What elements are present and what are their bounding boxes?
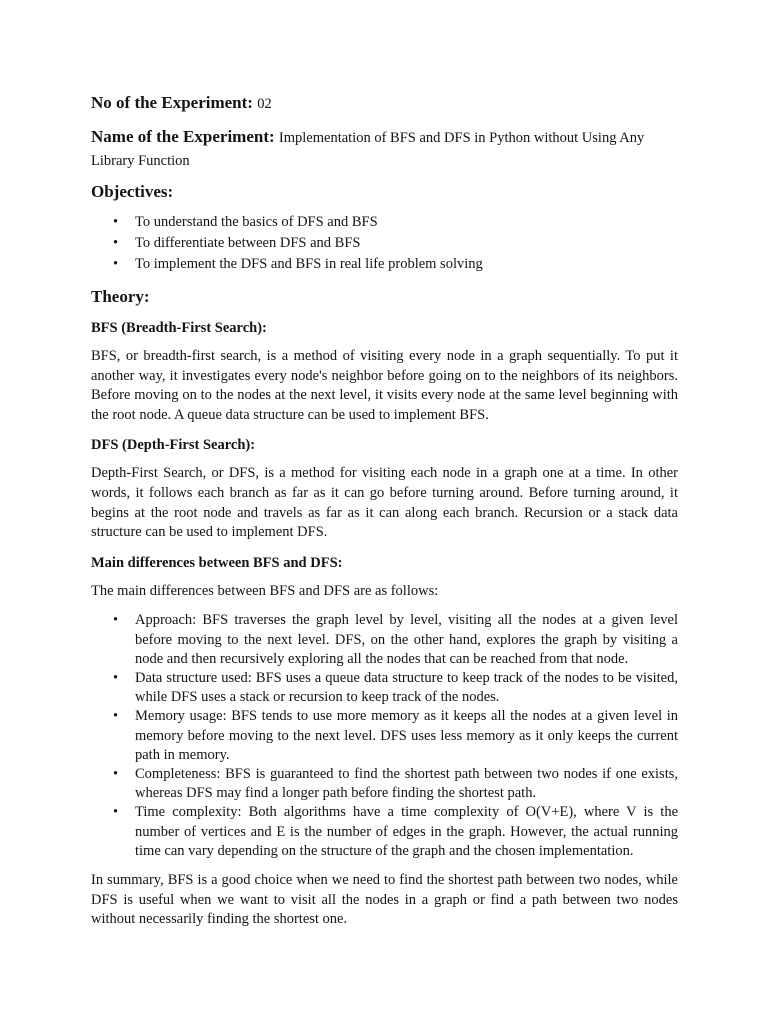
differences-heading: Main differences between BFS and DFS: (91, 554, 343, 571)
objectives-list (91, 212, 678, 275)
bfs-paragraph: BFS, or breadth-first search, is a method of visiting every node in a graph sequentially. To put it another way, it investigates every node's neighbor before going on to the neighbors of its neighbors. Before moving on to the nodes at the next level, it visits every node at the same level beginning with the root node. A queue data structure can be used to implement BFS. (91, 348, 678, 423)
experiment-name (91, 126, 678, 172)
difference-item: • Completeness: BFS is guaranteed to find the shortest path between two nodes if one exists, whereas DFS may find a longer path before finding the shortest path. (91, 765, 678, 803)
bfs-heading: BFS (Breadth-First Search): (91, 320, 267, 336)
theory-heading: Theory: (91, 287, 150, 306)
experiment-number (91, 92, 678, 115)
difference-item: • Memory usage: BFS tends to use more memory as it keeps all the nodes at a given level in memory before moving to the next level. DFS uses less memory as it only keeps the current path in memory. (91, 707, 678, 765)
dfs-paragraph: Depth-First Search, or DFS, is a method for visiting each node in a graph one at a time. In other words, it follows each branch as far as it can go before turning around. Before turning around, it begins at the root node and travels as far as it can along each branch. Recursion or a stack data structure can be used to implement DFS. (91, 465, 678, 541)
difference-item: • Approach: BFS traverses the graph level by level, visiting all the nodes at a given level before moving to the next level. DFS, on the other hand, explores the graph by visiting a node and then recursively exploring all the nodes that can be reached from that node. (91, 611, 678, 669)
objectives-heading: Objectives: (91, 182, 174, 201)
experiment-number-value: 02 (257, 96, 272, 112)
objective-item: • To implement the DFS and BFS in real life problem solving (91, 254, 678, 275)
difference-item: • Data structure used: BFS uses a queue data structure to keep track of the nodes to be visited, while DFS uses a stack or recursion to keep track of the nodes. (91, 669, 678, 707)
objective-item: • To understand the basics of DFS and BFS (91, 212, 678, 233)
differences-list (91, 611, 678, 861)
summary-paragraph: In summary, BFS is a good choice when we need to find the shortest path between two nodes, while DFS is useful when we want to visit all the nodes in a graph or find a path between two nodes without necessarily finding the shortest one. (91, 871, 678, 928)
dfs-heading: DFS (Depth-First Search): (91, 437, 256, 454)
differences-intro: The main differences between BFS and DFS are as follows: (91, 582, 439, 599)
experiment-name-label: Name of the Experiment: (91, 127, 275, 146)
experiment-number-label: No of the Experiment: (91, 93, 253, 112)
difference-item: • Time complexity: Both algorithms have a time complexity of O(V+E), where V is the number of vertices and E is the number of edges in the graph. However, the actual running time can vary depending on the structure of the graph and the chosen implementation. (91, 803, 678, 861)
objective-item: • To differentiate between DFS and BFS (91, 233, 678, 254)
experiment-name-value: Implementation of BFS and DFS in Python without Using Any Library Function (91, 130, 645, 169)
